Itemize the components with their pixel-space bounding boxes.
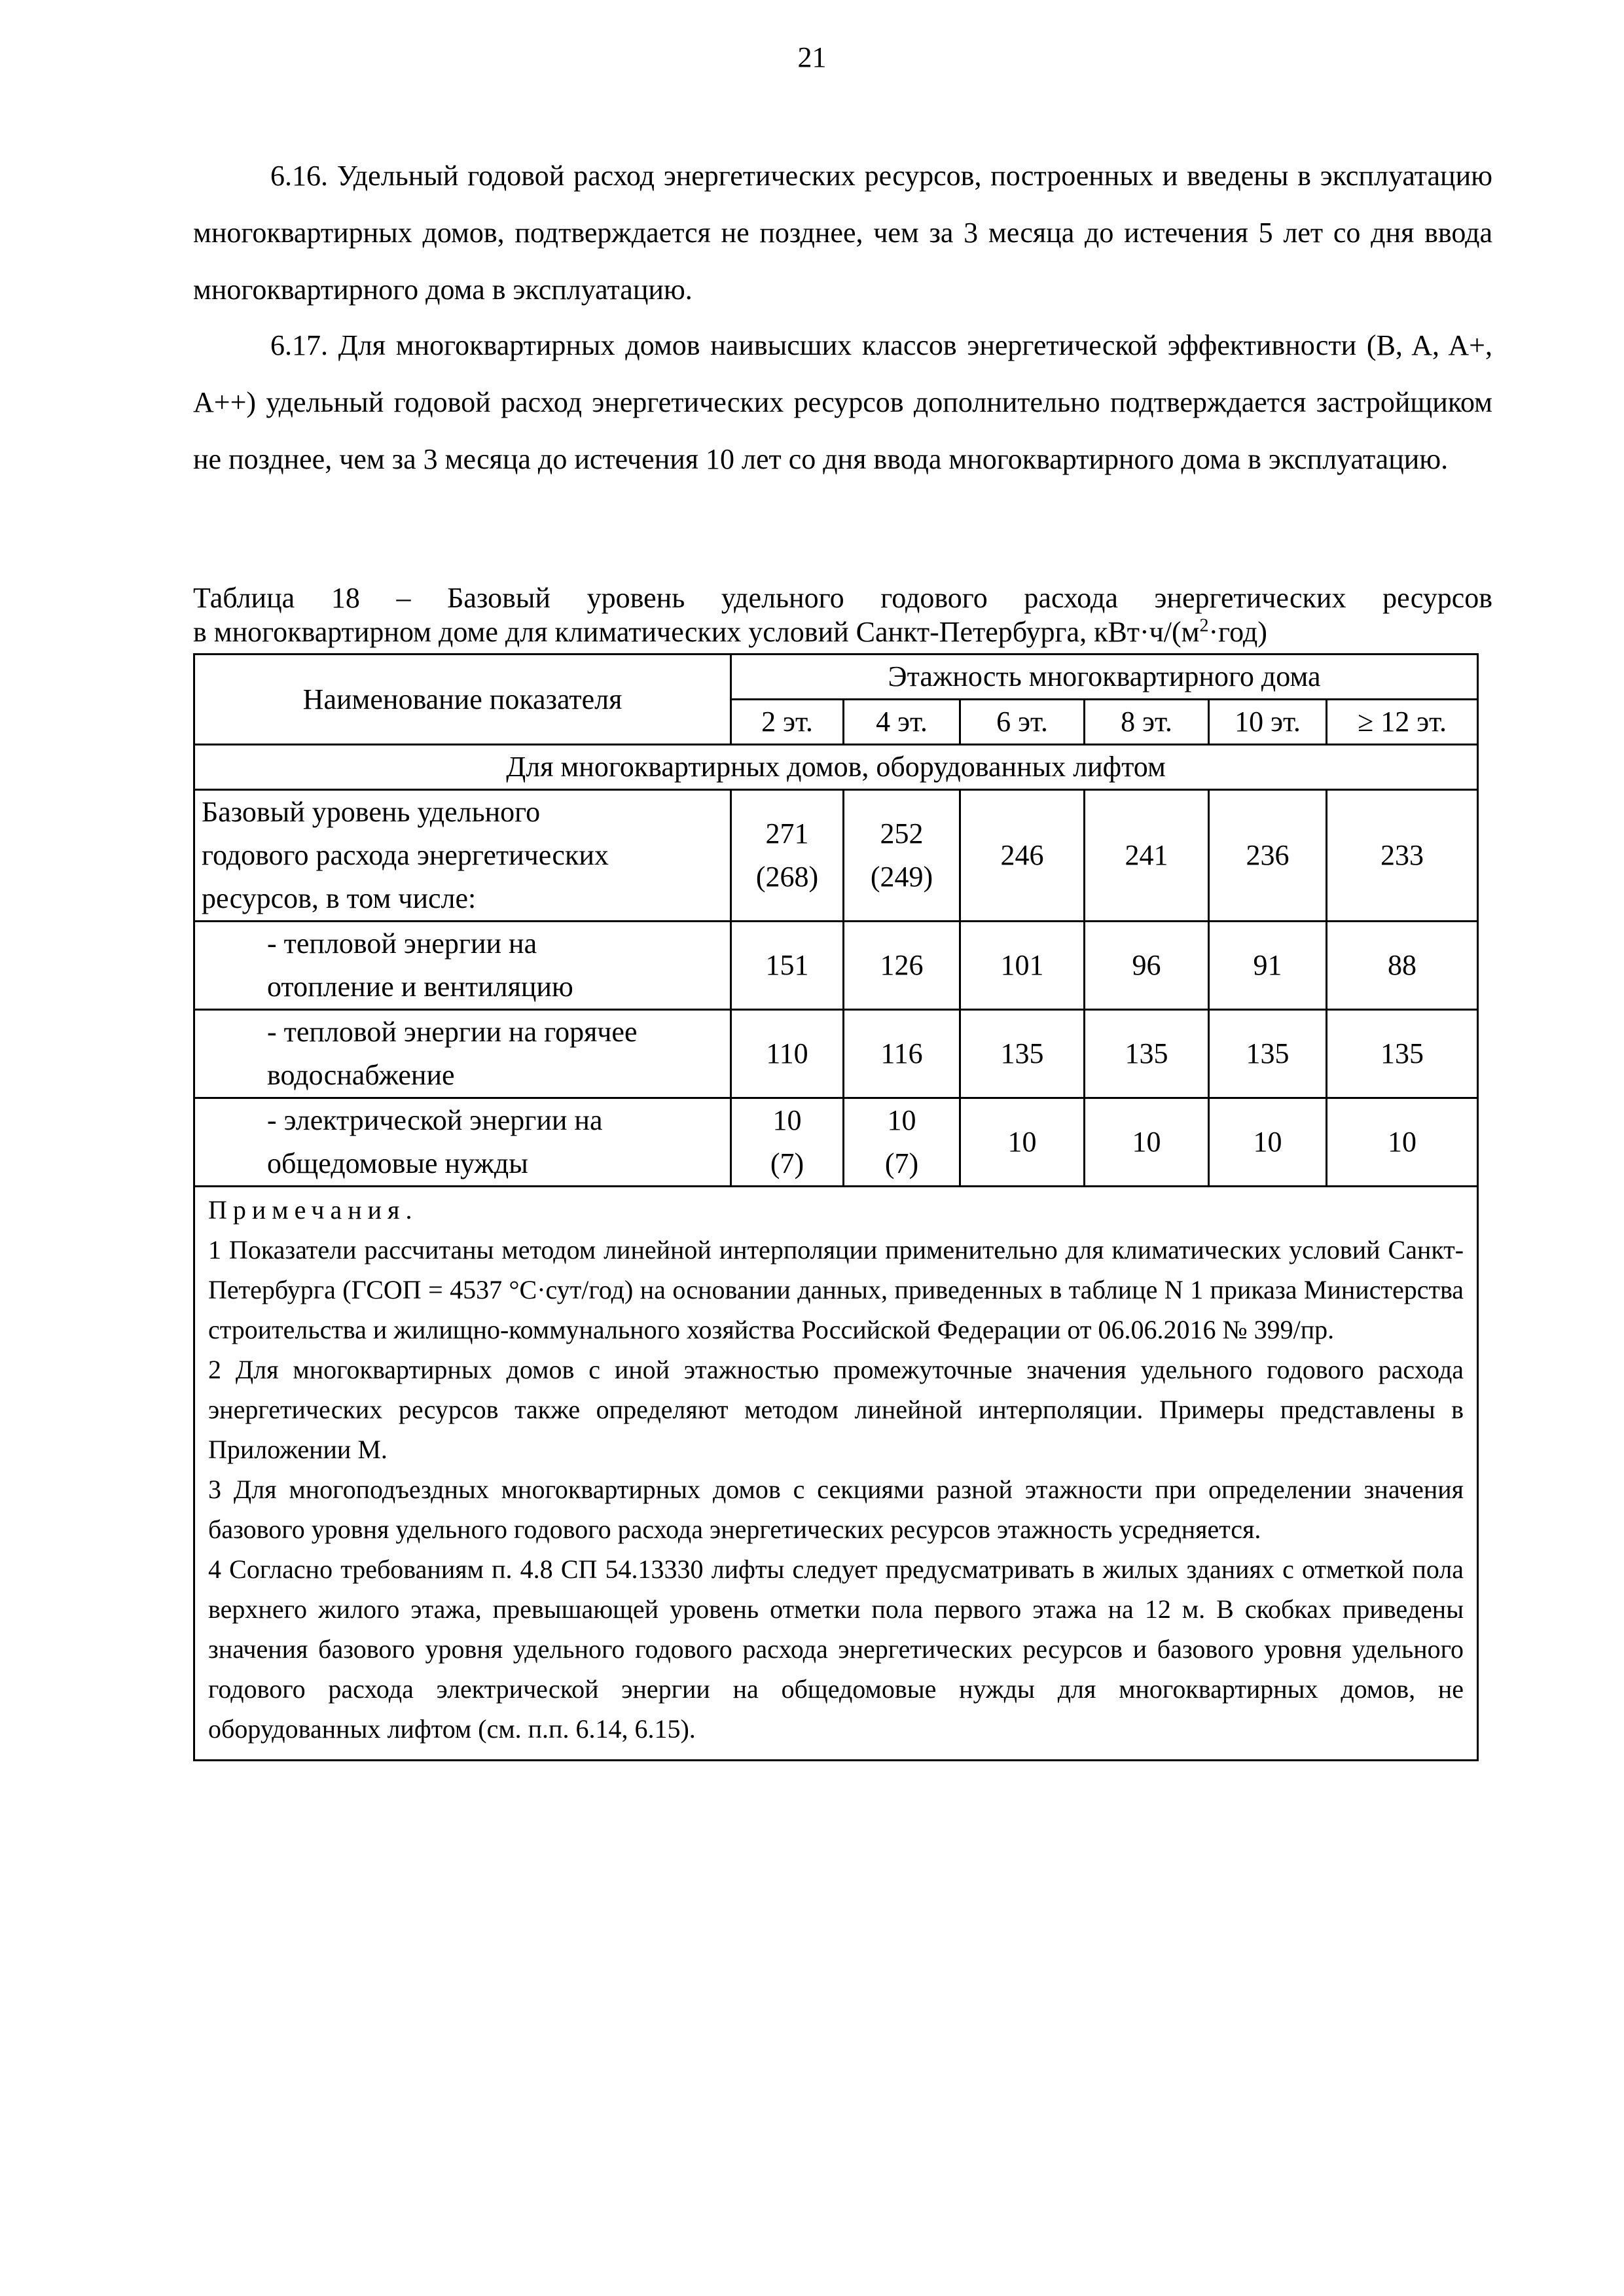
value-cell — [1327, 790, 1478, 922]
notes-title: Примечания. — [208, 1195, 418, 1225]
caption-text-end: ·год) — [1208, 616, 1267, 648]
row-name-line: - электрической энергии на — [267, 1104, 603, 1136]
caption-superscript: 2 — [1199, 615, 1209, 636]
floor-header-cell: 8 эт. — [1085, 700, 1209, 745]
value-text: 91 — [1253, 949, 1282, 981]
value-text: 10 — [1388, 1126, 1417, 1158]
value-cell — [960, 922, 1085, 1010]
value-cell — [844, 790, 960, 922]
value-cell — [1209, 790, 1327, 922]
value-text: 96 — [1132, 949, 1161, 981]
row-name-line: ресурсов, в том числе: — [202, 882, 477, 914]
value-text: 10 — [1132, 1126, 1161, 1158]
value-text: 135 — [1246, 1037, 1290, 1069]
notes-row — [194, 1187, 1478, 1761]
floor-header-cell: ≥ 12 эт. — [1327, 700, 1478, 745]
row-name-line: общедомовые нужды — [267, 1147, 528, 1179]
value-cell — [960, 1010, 1085, 1098]
value-text: 135 — [1380, 1037, 1424, 1069]
value-cell — [1209, 1010, 1327, 1098]
table-caption — [193, 581, 1492, 649]
page-number: 21 — [797, 41, 827, 73]
row-name-cell — [194, 1098, 731, 1187]
value-cell — [1209, 1098, 1327, 1187]
value-text: 236 — [1246, 839, 1290, 871]
value-text: 88 — [1388, 949, 1417, 981]
value-cell — [844, 1010, 960, 1098]
value-text: 116 — [880, 1037, 923, 1069]
energy-table — [193, 653, 1479, 1761]
table-caption-line1: Таблица 18 – Базовый уровень удельного годового расхода энергетических ресурсов — [193, 582, 1492, 614]
value-cell — [844, 1098, 960, 1187]
value-text: (7) — [884, 1147, 919, 1179]
value-cell — [1085, 1098, 1209, 1187]
row-name-line: - тепловой энергии на — [267, 927, 537, 960]
row-name-cell — [194, 790, 731, 922]
table-row — [194, 1010, 1478, 1098]
section-row — [194, 745, 1478, 790]
table-row — [194, 922, 1478, 1010]
value-cell — [960, 1098, 1085, 1187]
floor-header-cell: 6 эт. — [960, 700, 1085, 745]
note-item: 2 Для многоквартирных домов с иной этажностью промежуточные значения удельного годового расхода энергетических ресурсов также определяют методом линейной интерполяции. Примеры представлены в Приложении М. — [208, 1355, 1464, 1464]
value-cell — [731, 1098, 844, 1187]
value-text: 135 — [1125, 1037, 1168, 1069]
caption-text: в многоквартирном доме для климатических условий Санкт-Петербурга, кВт·ч/(м — [193, 616, 1200, 648]
value-text: 271 — [765, 817, 809, 850]
value-cell — [960, 790, 1085, 922]
value-text: 10 — [772, 1104, 802, 1136]
value-text: 241 — [1125, 839, 1168, 871]
value-text: 110 — [766, 1037, 808, 1069]
table-row — [194, 790, 1478, 922]
paragraph-6-16: 6.16. Удельный годовой расход энергетических ресурсов, построенных и введены в эксплуатацию многоквартирных домов, подтверждается не позднее, чем за 3 месяца до истечения 5 лет со дня ввода многоквартирного дома в эксплуатацию. — [193, 160, 1492, 306]
value-text: 252 — [880, 817, 924, 850]
value-text: 126 — [880, 949, 924, 981]
table-body — [194, 745, 1478, 1761]
row-name-cell — [194, 1010, 731, 1098]
row-name-cell — [194, 922, 731, 1010]
floor-header-cell: 4 эт. — [844, 700, 960, 745]
value-cell — [844, 922, 960, 1010]
floor-header-cell: 2 эт. — [731, 700, 844, 745]
value-cell — [1085, 790, 1209, 922]
value-cell — [731, 1010, 844, 1098]
section-title: Для многоквартирных домов, оборудованных лифтом — [194, 745, 1478, 790]
row-name-line: водоснабжение — [267, 1059, 455, 1091]
value-text: (7) — [770, 1147, 804, 1179]
header-group-cell: Этажность многоквартирного дома — [731, 655, 1478, 700]
paragraph-6-17: 6.17. Для многоквартирных домов наивысших классов энергетической эффективности (B, A, A+, A++) удельный годовой расход энергетических ресурсов дополнительно подтверждается застройщиком не позднее, чем за 3 месяца до истечения 10 лет со дня ввода многоквартирного дома в эксплуатацию. — [193, 329, 1492, 475]
value-text: (249) — [870, 861, 933, 893]
table-caption-line2 — [193, 615, 1492, 649]
value-cell — [1327, 922, 1478, 1010]
value-text: 233 — [1380, 839, 1424, 871]
note-item: 1 Показатели рассчитаны методом линейной интерполяции применительно для климатических условий Санкт-Петербурга (ГСОП = 4537 °C·сут/год) на основании данных, приведенных в таблице N 1 приказа Министерства строительства и жилищно-коммунального хозяйства Российской Федерации от 06.06.2016 № 399/пр. — [208, 1235, 1464, 1344]
value-text: 246 — [1000, 839, 1044, 871]
value-cell — [731, 790, 844, 922]
header-name-cell: Наименование показателя — [194, 655, 731, 745]
value-cell — [731, 922, 844, 1010]
value-cell — [1327, 1098, 1478, 1187]
value-text: (268) — [755, 861, 819, 893]
value-text: 135 — [1000, 1037, 1044, 1069]
value-text: 10 — [887, 1104, 916, 1136]
floor-header-cell: 10 эт. — [1209, 700, 1327, 745]
value-text: 151 — [765, 949, 809, 981]
value-text: 10 — [1253, 1126, 1282, 1158]
notes-cell — [194, 1187, 1478, 1761]
value-cell — [1085, 922, 1209, 1010]
value-cell — [1085, 1010, 1209, 1098]
value-cell — [1327, 1010, 1478, 1098]
row-name-line: Базовый уровень удельного — [202, 796, 541, 828]
note-item: 3 Для многоподъездных многоквартирных домов с секциями разной этажности при определении значения базового уровня удельного годового расхода энергетических ресурсов этажность усредняется. — [208, 1475, 1464, 1544]
table-row — [194, 1098, 1478, 1187]
row-name-line: годового расхода энергетических — [202, 839, 609, 871]
row-name-line: отопление и вентиляцию — [267, 971, 573, 1003]
note-item: 4 Согласно требованиям п. 4.8 СП 54.13330 лифты следует предусматривать в жилых зданиях с отметкой пола верхнего жилого этажа, превышающей уровень отметки пола первого этажа на 12 м. В скобках приведены значения базового уровня удельного годового расхода энергетических ресурсов и базового уровня удельного годового расхода электрической энергии на общедомовые нужды для многоквартирных домов, не оборудованных лифтом (см. п.п. 6.14, 6.15). — [208, 1554, 1464, 1744]
value-text: 101 — [1000, 949, 1044, 981]
value-text: 10 — [1007, 1126, 1037, 1158]
row-name-line: - тепловой энергии на горячее — [267, 1016, 638, 1048]
value-cell — [1209, 922, 1327, 1010]
